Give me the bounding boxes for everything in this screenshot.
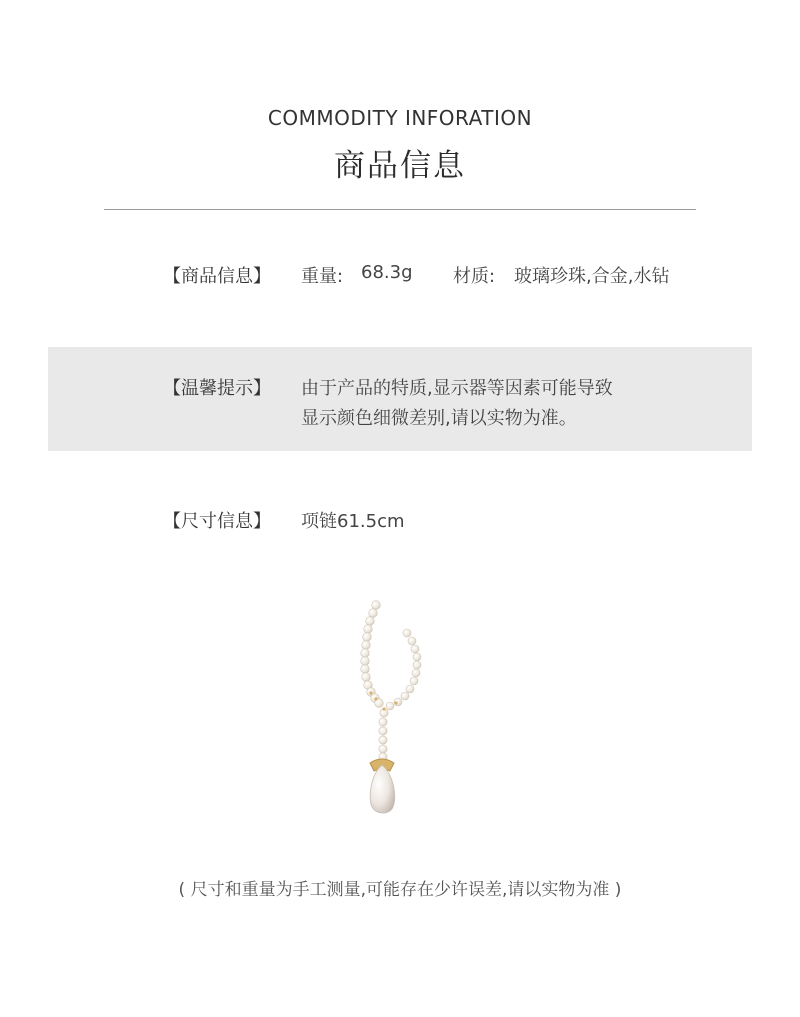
pearl-bead — [412, 669, 420, 677]
footer-note: ( 尺寸和重量为手工测量,可能存在少许误差,请以实物为准 ) — [178, 880, 622, 900]
weight-value: 68.3g — [361, 262, 413, 283]
weight-label: 重量: — [301, 266, 344, 287]
drop-pearl — [370, 765, 395, 813]
pearl-bead — [361, 657, 370, 666]
pearl-bead — [366, 617, 375, 626]
pearl-bead — [411, 645, 419, 653]
pearl-bead — [362, 673, 371, 682]
pearl-bead — [362, 641, 371, 650]
material-value: 玻璃珍珠,合金,水钻 — [514, 266, 670, 287]
page-title: 商品信息 — [334, 148, 466, 184]
notice-line-2: 显示颜色细微差别,请以实物为准。 — [301, 408, 577, 429]
pearl-bead — [361, 665, 370, 674]
product-info-label: 【商品信息】 — [163, 266, 271, 287]
pearl-necklace-icon — [340, 595, 450, 820]
notice-label: 【温馨提示】 — [163, 378, 271, 399]
pearl-beads — [361, 601, 421, 761]
gold-spacer — [374, 697, 377, 700]
pearl-bead — [379, 718, 387, 726]
pearl-bead — [364, 625, 373, 634]
pearl-bead — [379, 745, 387, 753]
pearl-bead — [410, 677, 418, 685]
gold-spacer — [382, 707, 385, 710]
gold-spacer — [369, 691, 372, 694]
pearl-bead — [372, 601, 381, 610]
pearl-bead — [413, 653, 421, 661]
pearl-bead — [406, 685, 414, 693]
divider — [104, 209, 696, 210]
pearl-bead — [361, 649, 370, 658]
size-value: 项链61.5cm — [301, 511, 405, 532]
title-english: COMMODITY INFORATION — [267, 106, 533, 130]
pearl-bead — [413, 661, 421, 669]
pearl-bead — [379, 736, 387, 744]
material-label: 材质: — [453, 266, 496, 287]
pearl-bead — [363, 633, 372, 642]
size-info-label: 【尺寸信息】 — [163, 511, 271, 532]
pearl-bead — [386, 702, 394, 710]
gold-spacer — [394, 701, 397, 704]
notice-line-1: 由于产品的特质,显示器等因素可能导致 — [301, 378, 613, 399]
pearl-bead — [379, 727, 387, 735]
notice-text — [301, 374, 613, 434]
pearl-bead — [401, 692, 409, 700]
pearl-bead — [403, 629, 411, 637]
pearl-bead — [408, 637, 416, 645]
pearl-bead — [369, 609, 378, 618]
